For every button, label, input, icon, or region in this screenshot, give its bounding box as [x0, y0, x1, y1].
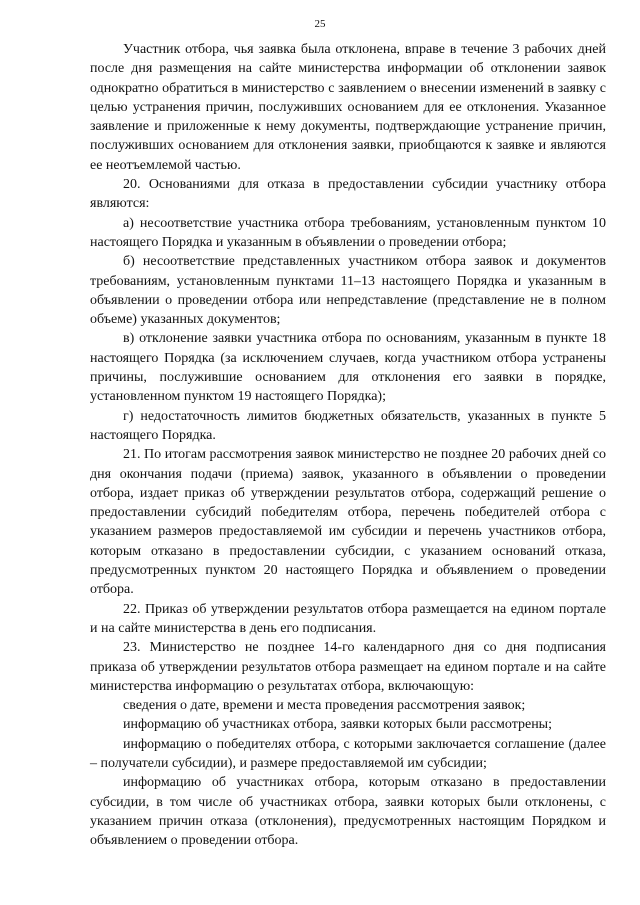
- paragraph-21-results-order: 21. По итогам рассмотрения заявок министерство не позднее 20 рабочих дней со дня окончания подачи (приема) заявок, указанного в объявлении о проведении отбора, издает приказ об утверждении результатов отбора, содержащий решение о предоставлении субсидий победителям отбора, перечень победителей отбора с указанием размеров предоставляемой им субсидии и перечень участников отбора, которым отказано в предоставлении субсидии, с указанием оснований отказа, предусмотренных пунктом 20 настоящего Порядка и объявлением о проведении отбора.: [90, 447, 606, 598]
- page-number: 25: [314, 18, 326, 30]
- paragraph-20v: в) отклонение заявки участника отбора по основаниям, указанным в пункте 18 настоящего Порядка (за исключением случаев, когда участником отбора устранены причины, послужившие основанием для отклонения его заявки в порядке, установленном пунктом 19 настоящего Порядка);: [90, 331, 606, 405]
- paragraph-23-item-date: сведения о дате, времени и места проведения рассмотрения заявок;: [123, 698, 526, 714]
- paragraph-23-results-info: 23. Министерство не позднее 14-го календарного дня со дня подписания приказа об утверждении результатов отбора размещает на едином портале и на сайте министерства информацию о результатах отбора, включающую:: [90, 640, 606, 694]
- paragraph-20a: а) несоответствие участника отбора требованиям, установленным пунктом 10 настоящего Порядка и указанным в объявлении о проведении отбора;: [90, 215, 606, 250]
- paragraph-23-item-winners: информацию о победителях отбора, с которыми заключается соглашение (далее – получатели субсидии), и размере предоставляемой им субсидии;: [90, 736, 606, 771]
- paragraph-20g: г) недостаточность лимитов бюджетных обязательств, указанных в пункте 5 настоящего Порядка.: [90, 408, 606, 443]
- paragraph-20-refusal-grounds: 20. Основаниями для отказа в предоставлении субсидии участнику отбора являются:: [90, 177, 606, 212]
- paragraph-22-publication: 22. Приказ об утверждении результатов отбора размещается на едином портале и на сайте министерства в день его подписания.: [90, 601, 606, 636]
- paragraph-23-item-refused: информацию об участниках отбора, которым отказано в предоставлении субсидии, в том числе об участниках отбора, заявки которых были отклонены, с указанием причин отказа (отклонения), предусмотренных настоящим Порядком и объявлением о проведении отбора.: [90, 775, 606, 849]
- paragraph-withdrawal-correction: Участник отбора, чья заявка была отклонена, вправе в течение 3 рабочих дней после дня размещения на сайте министерства информации об отклонении заявок однократно обратиться в министерство с заявлением о внесении изменений в заявку с целью устранения причин, послуживших основанием для ее отклонения. Указанное заявление и приложенные к нему документы, подтверждающие устранение причин, послуживших основанием для отклонения заявки, приобщаются к заявке и являются ее неотъемлемой частью.: [90, 42, 606, 173]
- document-body: [90, 40, 606, 850]
- paragraph-23-item-participants: информацию об участниках отбора, заявки которых были рассмотрены;: [123, 717, 552, 733]
- paragraph-20b: б) несоответствие представленных участником отбора заявок и документов требованиям, установленным пунктами 11–13 настоящего Порядка и указанным в объявлении о проведении отбора или непредставление (представление не в полном объеме) указанных документов;: [90, 254, 606, 328]
